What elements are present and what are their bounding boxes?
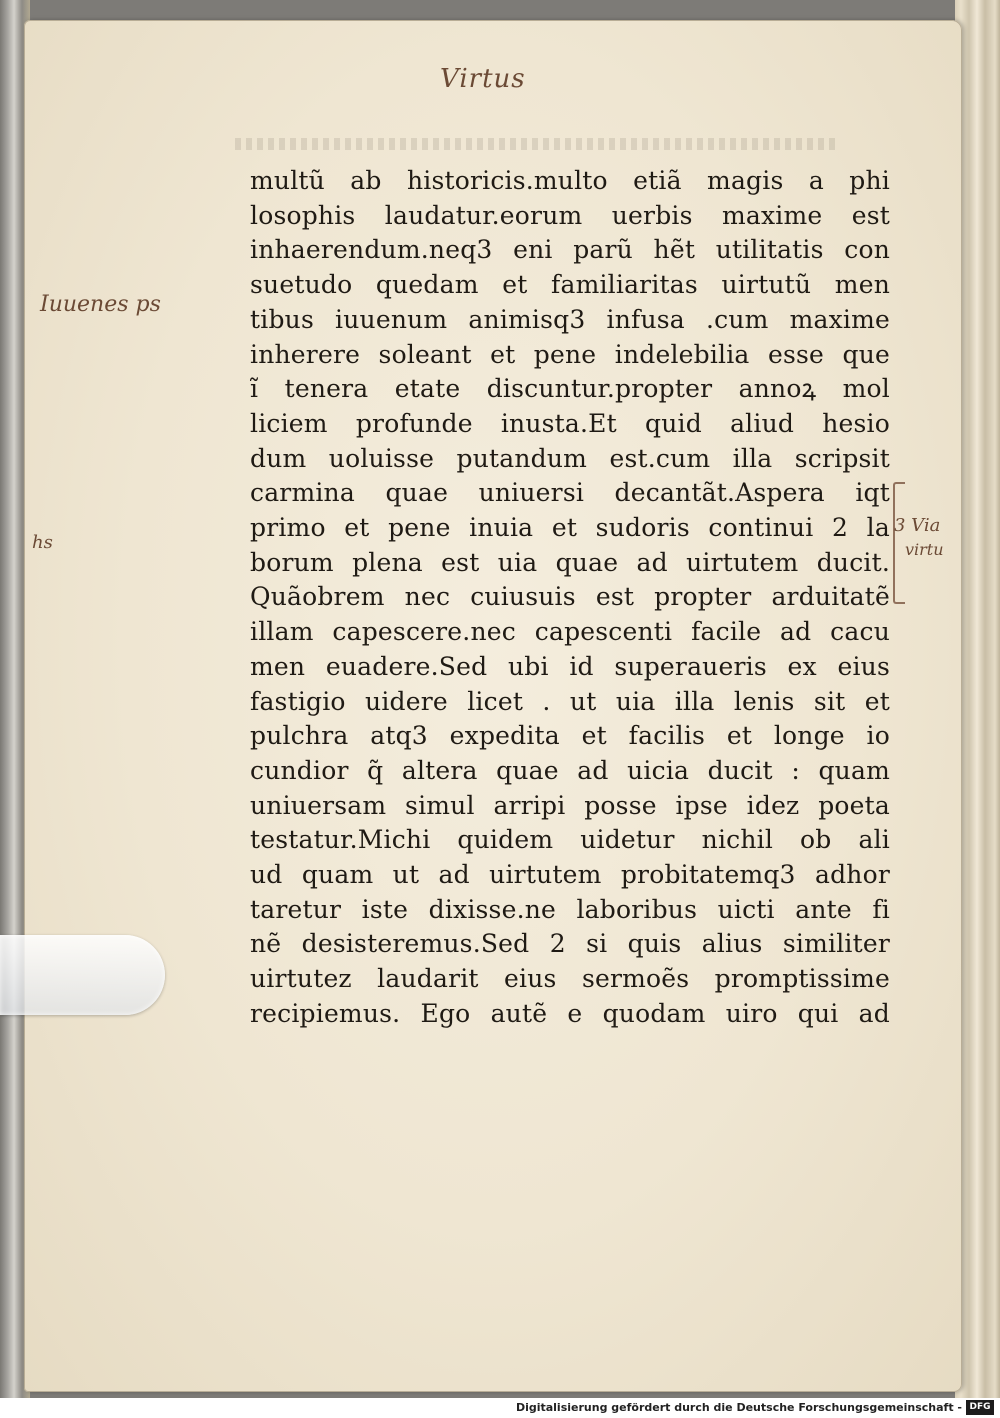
text-line: suetudo quedam et familiaritas uirtutũ men: [250, 270, 890, 300]
printed-text-block: [250, 164, 890, 1032]
margin-note-right-2: virtu: [905, 540, 944, 559]
show-through-text: [235, 138, 835, 150]
text-line: inhaerendum.neq3 eni parũ hẽt utilitatis con: [250, 235, 890, 265]
text-line: Quãobrem nec cuiusuis est propter arduitatẽ: [250, 582, 890, 612]
margin-bracket: [893, 482, 905, 604]
dfg-logo: DFG: [966, 1400, 994, 1415]
footer-bar: [0, 1398, 1000, 1418]
text-line: pulchra atq3 expedita et facilis et longe io: [250, 721, 890, 751]
text-line: carmina quae uniuersi decantãt.Aspera iqt: [250, 478, 890, 508]
margin-note-right-1: 3 Via: [894, 515, 941, 536]
text-line: ĩ tenera etate discuntur.propter annoꝝ mol: [250, 374, 890, 404]
text-line: illam capescere.nec capescenti facile ad cacu: [250, 617, 890, 647]
text-line: testatur.Michi quidem uidetur nichil ob ali: [250, 825, 890, 855]
text-line: inherere soleant et pene indelebilia esse que: [250, 339, 890, 369]
text-line: liciem profunde inusta.Et quid aliud hesio: [250, 408, 890, 438]
text-line: uniuersam simul arripi posse ipse idez poeta: [250, 790, 890, 820]
text-line: borum plena est uia quae ad uirtutem ducit.: [250, 547, 890, 577]
text-line: tibus iuuenum animisq3 infusa .cum maxime: [250, 304, 890, 334]
margin-note-left-1: Iuuenes ps: [40, 292, 161, 317]
text-line: dum uoluisse putandum est.cum illa scripsit: [250, 443, 890, 473]
text-line: primo et pene inuia et sudoris continui 2 la: [250, 513, 890, 543]
text-line: nẽ desisteremus.Sed 2 si quis alius similiter: [250, 929, 890, 959]
text-line: recipiemus. Ego autẽ e quodam uiro qui ad: [250, 998, 890, 1028]
text-line: men euadere.Sed ubi id superaueris ex eius: [250, 651, 890, 681]
text-line: uirtutez laudarit eius sermoẽs promptissime: [250, 964, 890, 994]
top-handwritten-annotation: Virtus: [440, 64, 526, 94]
footer-credit: Digitalisierung gefördert durch die Deutsche Forschungsgemeinschaft -: [515, 1401, 962, 1414]
text-line: ud quam ut ad uirtutem probitatemq3 adhor: [250, 860, 890, 890]
page-clip-holder: [0, 935, 165, 1015]
text-line: losophis laudatur.eorum uerbis maxime est: [250, 200, 890, 230]
margin-note-left-2: hs: [32, 532, 53, 553]
text-line: fastigio uidere licet . ut uia illa lenis sit et: [250, 686, 890, 716]
text-line: cundior q̃ altera quae ad uicia ducit : quam: [250, 755, 890, 785]
text-line: multũ ab historicis.multo etiã magis a phi: [250, 166, 890, 195]
text-line: taretur iste dixisse.ne laboribus uicti ante fi: [250, 894, 890, 924]
